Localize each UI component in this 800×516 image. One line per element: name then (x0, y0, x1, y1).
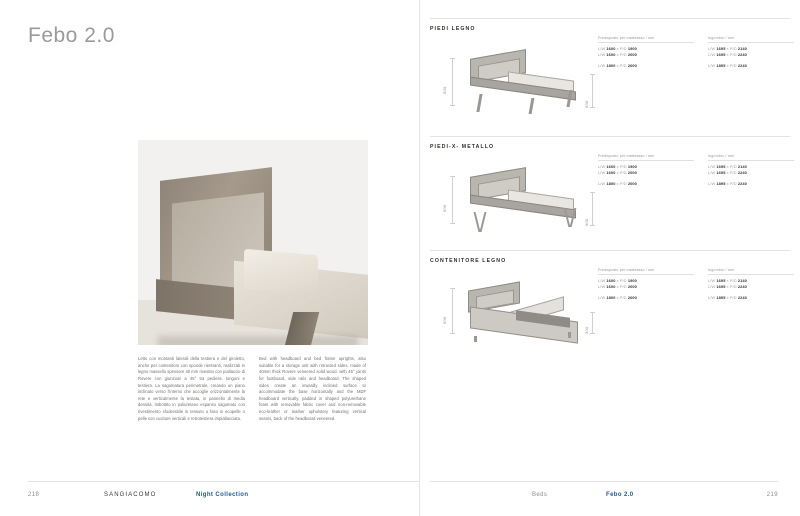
table-row: L/W 1695 x P/D 2140 (708, 46, 747, 51)
section-3-title: CONTENITORE LEGNO (430, 258, 507, 264)
section-3-dimension-header: Ingombro / mm (708, 268, 794, 275)
table-row: L/W 1695 x P/D 2240 (708, 170, 747, 176)
section-1-dimension-table (708, 36, 794, 69)
section-3-bed-drawing (464, 284, 588, 348)
section-3-height-dimline (452, 288, 453, 334)
table-row: L/W 1695 x P/D 2140 (708, 164, 747, 169)
section-1-bed-drawing (464, 54, 584, 116)
table-row: L/W 1895 x P/D 2240 (708, 180, 747, 186)
table-row: L/W 1695 x P/D 2140 (708, 278, 747, 283)
section-2-title: PIEDI-X- METALLO (430, 144, 495, 150)
section-2-height-dimline-2 (592, 192, 593, 226)
section-1-body (430, 36, 790, 136)
product-photo (138, 140, 368, 345)
footer-product: Febo 2.0 (606, 492, 634, 498)
table-row: L/W 1600 x P/D 2000 (598, 52, 637, 58)
section-3-height-label: 900 (442, 316, 447, 324)
section-1-mattress-header: Predisposto per materasso / mm (598, 36, 694, 43)
table-row: L/W 1600 x P/D 1900 (598, 46, 637, 51)
section-2-height-label: 900 (442, 204, 447, 212)
right-page-number: 219 (766, 492, 778, 498)
table-row: L/W 1895 x P/D 2240 (708, 294, 747, 300)
description-italian: Letto con montanti laterali della testiera e del giroletto, anche per contenitore con sponde rientranti, realizzati in legno massello spessore 40 mm rivestito con piallaccio di Rovere con giunzioni a 45° tra pediera, longoni e testiera. La sagomatura perimetrale, creando un piano inclinato verso l'interno che accoglie orizzontalmente la rete e verticalmente la testata, in pannello di media densità, imbottito in poliuretano espanso sagomato con rivestimento sfoderabile in tessuto o faso in ecopelle o pelle con cuciture verticali e retrotestiera impiallacciata. (138, 356, 245, 421)
table-row: L/W 1800 x P/D 2000 (598, 62, 637, 68)
right-page (420, 0, 800, 516)
section-3-divider (430, 250, 790, 251)
section-3-body (430, 268, 790, 368)
section-2-mattress-header: Predisposto per materasso / mm (598, 154, 694, 161)
description-english: Bed with headboard and bed frame uprights, also suitable for a storage unit with retracted sides, made of 40mm thick Rovere veneered solid wood, with 45° joints for footboard, side rails and headboard. The shaped sides create an inwardly inclined surface to accommodate the base horizontally and the MDF headboard vertically, padded in shaped polyurethane foam with removable fabric cover and non-removable eco-leather or leather upholstery featuring vertical seams, back of the headboard veneered. (259, 356, 366, 421)
section-3-height-label-2: 300 (584, 326, 589, 334)
section-2-mattress-table (598, 154, 694, 187)
section-1-height-dimline (452, 58, 453, 106)
table-row: L/W 1895 x P/D 2240 (708, 62, 747, 68)
description-italian-column (138, 356, 245, 422)
section-1-height-label: 900 (442, 86, 447, 94)
table-row: L/W 1800 x P/D 2000 (598, 294, 637, 300)
section-piedi-x-metallo (430, 144, 790, 254)
section-3-mattress-header: Predisposto per materasso / mm (598, 268, 694, 275)
section-1-title: PIEDI LEGNO (430, 26, 476, 32)
section-1-height-label-2: 900 (584, 100, 589, 108)
section-1-divider (430, 18, 790, 19)
table-row: L/W 1695 x P/D 2240 (708, 52, 747, 58)
section-2-dimension-table (708, 154, 794, 187)
table-row: L/W 1600 x P/D 2000 (598, 284, 637, 290)
section-1-height-dimline-2 (592, 74, 593, 108)
left-page-number: 218 (28, 492, 40, 498)
table-row: L/W 1600 x P/D 1900 (598, 164, 637, 169)
section-3-mattress-table (598, 268, 694, 301)
section-2-body (430, 154, 790, 254)
page-title: Febo 2.0 (28, 24, 115, 47)
footer-category: Beds (532, 492, 548, 498)
table-row: L/W 1695 x P/D 2240 (708, 284, 747, 290)
left-footer-divider (28, 481, 419, 482)
table-row: L/W 1600 x P/D 2000 (598, 170, 637, 176)
section-contenitore-legno (430, 258, 790, 368)
table-row: L/W 1800 x P/D 2000 (598, 180, 637, 186)
section-2-divider (430, 136, 790, 137)
collection-name: Night Collection (196, 492, 249, 498)
section-2-height-label-2: 900 (584, 218, 589, 226)
section-2-bed-drawing (464, 172, 584, 234)
table-row: L/W 1600 x P/D 1900 (598, 278, 637, 283)
description-english-column (259, 356, 366, 422)
section-2-dimension-header: Ingombro / mm (708, 154, 794, 161)
section-2-height-dimline (452, 176, 453, 224)
section-1-dimension-header: Ingombro / mm (708, 36, 794, 43)
brand-name: SANGIACOMO (104, 492, 157, 498)
description-columns (138, 356, 370, 422)
section-1-mattress-table (598, 36, 694, 69)
right-footer-divider (430, 481, 778, 482)
section-3-dimension-table (708, 268, 794, 301)
section-piedi-legno (430, 26, 790, 136)
section-3-height-dimline-2 (592, 312, 593, 334)
